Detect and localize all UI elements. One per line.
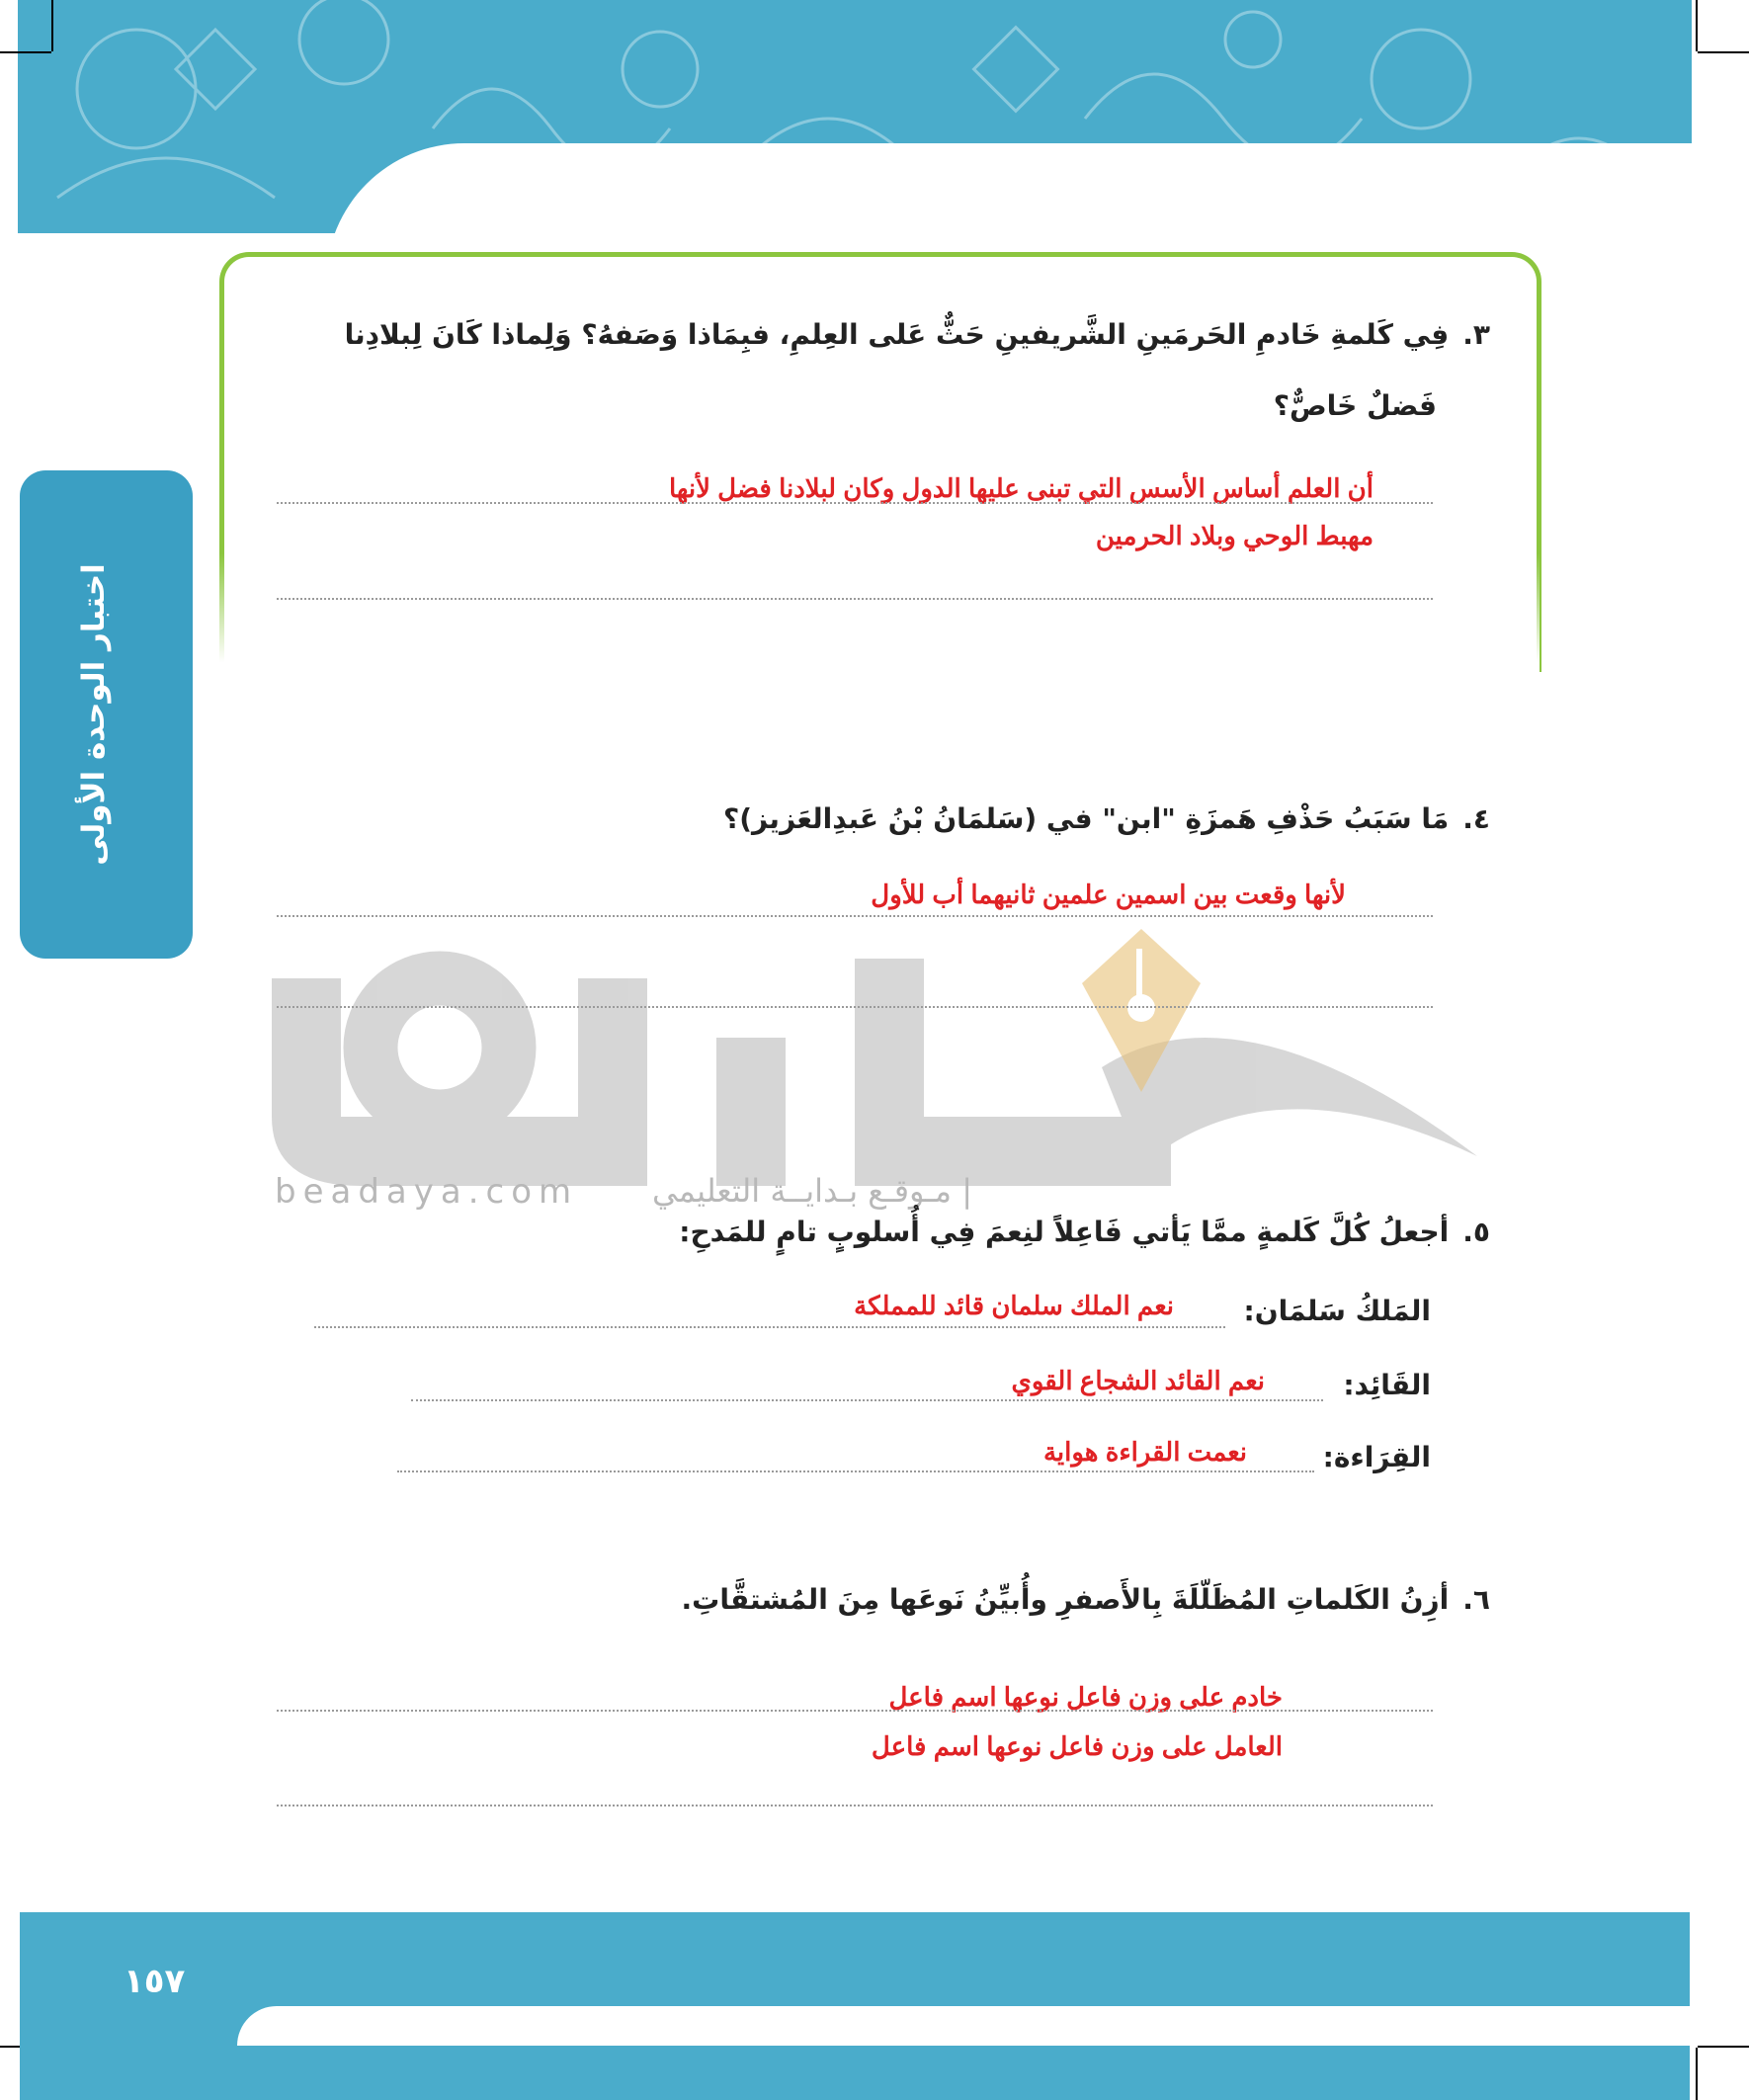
- answer-6-line-2: العامل على وزن فاعل نوعها اسم فاعل: [871, 1731, 1283, 1761]
- side-tab-label: اختبار الوحدة الأولى: [76, 563, 112, 866]
- q5-item-2-answer: نعم القائد الشجاع القوي: [1011, 1366, 1265, 1395]
- question-6-number: ٦.: [1462, 1583, 1490, 1616]
- crop-mark: [1696, 2048, 1698, 2100]
- crop-mark: [1698, 2046, 1749, 2048]
- answer-line: [277, 502, 1433, 504]
- footer-lower-band: [237, 2046, 1690, 2100]
- crop-mark: [1696, 0, 1698, 51]
- answer-line: [277, 1805, 1433, 1806]
- q5-item-1-answer: نعم الملك سلمان قائد للمملكة: [854, 1291, 1174, 1320]
- question-3-line-2: فَضلٌ خَاصٌّ؟: [1273, 389, 1437, 422]
- question-5: [679, 1204, 1490, 1261]
- question-6: [682, 1571, 1490, 1629]
- answer-line: [411, 1399, 1323, 1401]
- q5-item-3-answer: نعمت القراءة هواية: [1042, 1437, 1247, 1467]
- page-number: ١٥٧: [124, 1962, 186, 2001]
- crop-mark: [51, 0, 53, 51]
- answer-line: [277, 1710, 1433, 1712]
- question-5-text: أجعلُ كُلَّ كَلمةٍ ممَّا يَأتي فَاعِلاً لنِعمَ فِي أُسلوبٍ تامٍ للمَدحِ:: [679, 1216, 1450, 1248]
- answer-6-line-1: خادم على وزن فاعل نوعها اسم فاعل: [888, 1682, 1283, 1712]
- question-4-number: ٤.: [1462, 802, 1490, 835]
- answer-line: [277, 915, 1433, 917]
- answer-line: [314, 1326, 1225, 1328]
- question-3-text: فِي كَلمةِ خَادمِ الحَرمَينِ الشَّريفينِ حَثٌّ عَلى العِلمِ، فبِمَاذا وَصَفهُ؟ وَلِماذا كَانَ لِبلادِنا: [344, 318, 1450, 351]
- footer-curve: [237, 2006, 1690, 2046]
- question-5-number: ٥.: [1462, 1216, 1490, 1248]
- q5-item-1-label: المَلكُ سَلمَان:: [1243, 1295, 1431, 1327]
- question-6-text: أزِنُ الكَلماتِ المُظَلّلَةَ بِالأَصفرِ وأُبيِّنُ نَوعَها مِنَ المُشتقَّاتِ.: [681, 1583, 1450, 1616]
- crop-mark: [1698, 51, 1749, 53]
- crop-mark: [0, 51, 51, 53]
- question-4-text: مَا سَبَبُ حَذْفِ هَمزَةِ "ابن" في (سَلمَانُ بْنُ عَبدِالعَزيز)؟: [722, 802, 1450, 835]
- answer-3-line-1: أن العلم أساس الأسس التي تبنى عليها الدول وكان لبلادنا فضل لأنها: [668, 473, 1374, 503]
- answer-line: [277, 1006, 1433, 1008]
- beadaya-logo-watermark: [252, 919, 1497, 1206]
- question-3-line-1: [345, 306, 1490, 364]
- watermark-subtitle: | مـوقـع بـدايــة التعليمي: [652, 1172, 972, 1210]
- question-4: [723, 791, 1490, 848]
- question-3-number: ٣.: [1462, 318, 1490, 351]
- answer-4: لأنها وقعت بين اسمين علمين ثانيهما أب للأول: [871, 880, 1346, 909]
- answer-3-line-2: مهبط الوحي وبلاد الحرمين: [1095, 521, 1374, 550]
- answer-line: [397, 1470, 1314, 1472]
- q5-item-3-label: القِرَاءة:: [1322, 1441, 1431, 1473]
- card-fade: [215, 553, 1540, 682]
- answer-line: [277, 598, 1433, 600]
- q5-item-2-label: القَائِد:: [1343, 1369, 1431, 1401]
- watermark-url: beadaya.com: [275, 1172, 579, 1212]
